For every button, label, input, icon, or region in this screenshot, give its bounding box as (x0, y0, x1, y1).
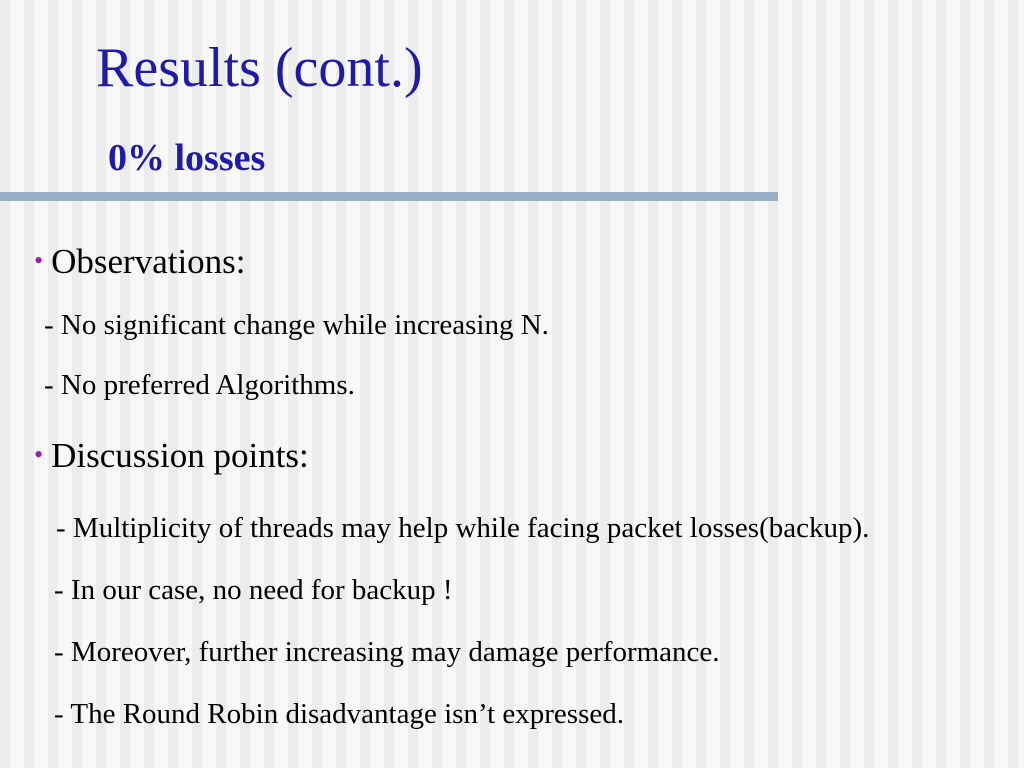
discussion-item: - The Round Robin disadvantage isn’t expressed. (54, 698, 624, 730)
discussion-item: - Multiplicity of threads may help while facing packet losses(backup). (56, 512, 870, 544)
bullet-icon: • (34, 440, 44, 469)
observations-heading-text: Observations: (51, 242, 246, 281)
title-divider (0, 192, 778, 201)
observations-heading (34, 243, 246, 282)
slide-title: Results (cont.) (96, 37, 423, 99)
observation-item: - No preferred Algorithms. (44, 369, 355, 401)
bullet-icon: • (34, 246, 44, 275)
discussion-heading-text: Discussion points: (51, 436, 309, 475)
discussion-item: - Moreover, further increasing may damage performance. (54, 636, 720, 668)
discussion-heading (34, 437, 309, 476)
observation-item: - No significant change while increasing N. (44, 309, 549, 341)
slide-subtitle: 0% losses (108, 137, 266, 179)
discussion-item: - In our case, no need for backup ! (54, 574, 453, 606)
